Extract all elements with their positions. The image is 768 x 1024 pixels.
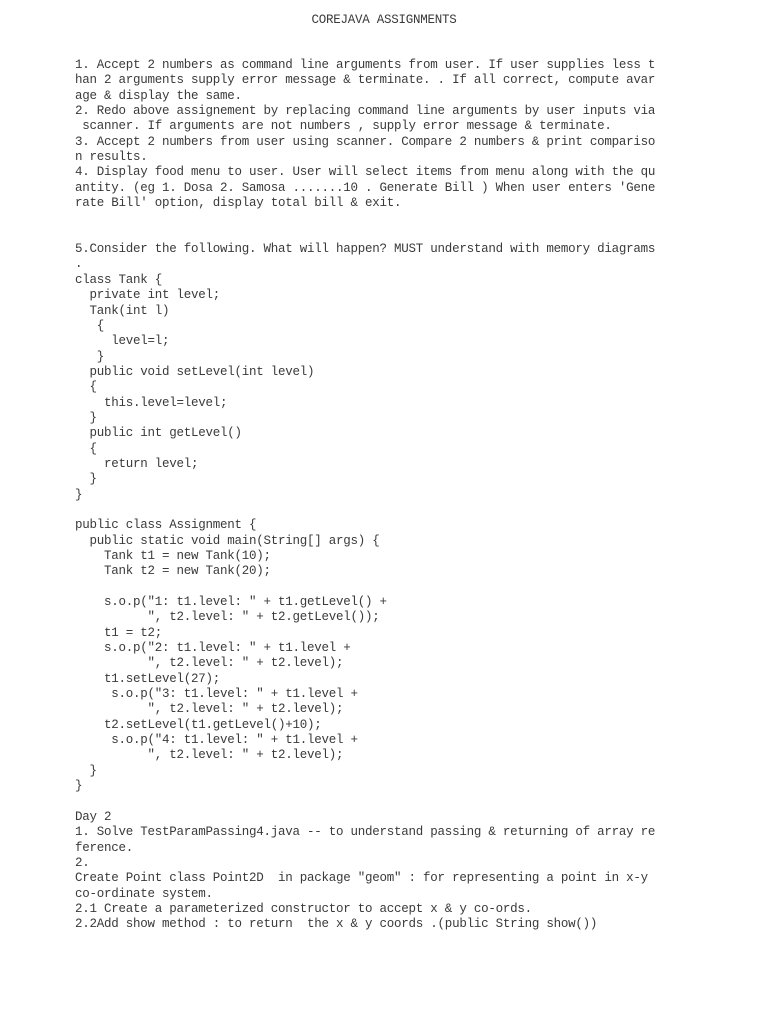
- text-line: Tank t1 = new Tank(10);: [75, 549, 271, 563]
- text-line: level=l;: [75, 334, 170, 349]
- text-line: 2.: [75, 855, 90, 870]
- text-line: }: [75, 763, 97, 778]
- text-line: antity. (eg 1. Dosa 2. Samosa .......10 . Generate Bill ) When user enters 'Gene: [75, 180, 656, 195]
- text-line: }: [75, 410, 97, 425]
- text-line: ference.: [75, 840, 134, 855]
- text-line: t1 = t2;: [75, 625, 163, 640]
- text-line: s.o.p("1: t1.level: " + t1.getLevel() +: [75, 595, 387, 610]
- text-line: s.o.p("4: t1.level: " + t1.level +: [75, 733, 358, 748]
- text-line: s.o.p("2: t1.level: " + t1.level +: [75, 641, 351, 656]
- text-line: 2.1 Create a parameterized constructor to accept x & y co-ords.: [75, 901, 532, 916]
- text-line: s.o.p("3: t1.level: " + t1.level +: [75, 687, 358, 702]
- text-line: t2.setLevel(t1.getLevel()+10);: [75, 717, 322, 732]
- text-line: age & display the same.: [75, 88, 242, 103]
- text-line: 2. Redo above assignement by replacing command line arguments by user inputs via: [75, 104, 656, 119]
- text-line: Day 2: [75, 809, 112, 824]
- text-line: 4. Display food menu to user. User will select items from menu along with the qu: [75, 165, 656, 180]
- text-line: this.level=level;: [75, 395, 228, 410]
- text-line: Tank(int l): [75, 303, 170, 318]
- text-line: 3. Accept 2 numbers from user using scanner. Compare 2 numbers & print compariso: [75, 134, 656, 149]
- text-line: 2.2Add show method : to return the x & y coords .(public String show()): [75, 917, 598, 932]
- text-line: ", t2.level: " + t2.getLevel());: [75, 610, 380, 625]
- text-line: [75, 211, 755, 226]
- text-line: [75, 580, 755, 595]
- text-line: }: [75, 487, 83, 502]
- text-line: }: [75, 779, 83, 794]
- document-body: [75, 58, 755, 933]
- text-line: Create Point class Point2D in package "geom" : for representing a point in x-y: [75, 871, 648, 886]
- text-line: 1. Solve TestParamPassing4.java -- to understand passing & returning of array re: [75, 825, 656, 840]
- text-line: private int level;: [75, 288, 221, 303]
- text-line: [75, 795, 755, 810]
- text-line: return level;: [75, 456, 199, 471]
- text-line: n results.: [75, 150, 148, 165]
- text-line: 1. Accept 2 numbers as command line arguments from user. If user supplies less t: [75, 58, 656, 72]
- text-line: ", t2.level: " + t2.level);: [75, 656, 344, 671]
- text-line: [75, 227, 755, 242]
- text-line: {: [75, 441, 97, 456]
- text-line: ", t2.level: " + t2.level);: [75, 748, 344, 763]
- text-line: {: [75, 318, 105, 333]
- document-title: COREJAVA ASSIGNMENTS: [311, 13, 457, 27]
- text-line: 5.Consider the following. What will happen? MUST understand with memory diagrams: [75, 242, 656, 257]
- text-line: scanner. If arguments are not numbers , supply error message & terminate.: [75, 119, 612, 134]
- text-line: public void setLevel(int level): [75, 364, 315, 379]
- text-line: public int getLevel(): [75, 426, 242, 441]
- text-line: .: [75, 257, 83, 272]
- text-line: t1.setLevel(27);: [75, 671, 221, 686]
- text-line: rate Bill' option, display total bill & exit.: [75, 196, 402, 211]
- text-line: [75, 503, 755, 518]
- text-line: ", t2.level: " + t2.level);: [75, 702, 344, 717]
- text-line: Tank t2 = new Tank(20);: [75, 564, 271, 579]
- text-line: public class Assignment {: [75, 518, 257, 533]
- text-line: {: [75, 380, 97, 395]
- text-line: }: [75, 472, 97, 487]
- text-line: class Tank {: [75, 272, 163, 287]
- text-line: co-ordinate system.: [75, 886, 213, 901]
- text-line: }: [75, 349, 105, 364]
- text-line: han 2 arguments supply error message & terminate. . If all correct, compute avar: [75, 73, 656, 88]
- text-line: public static void main(String[] args) {: [75, 533, 380, 548]
